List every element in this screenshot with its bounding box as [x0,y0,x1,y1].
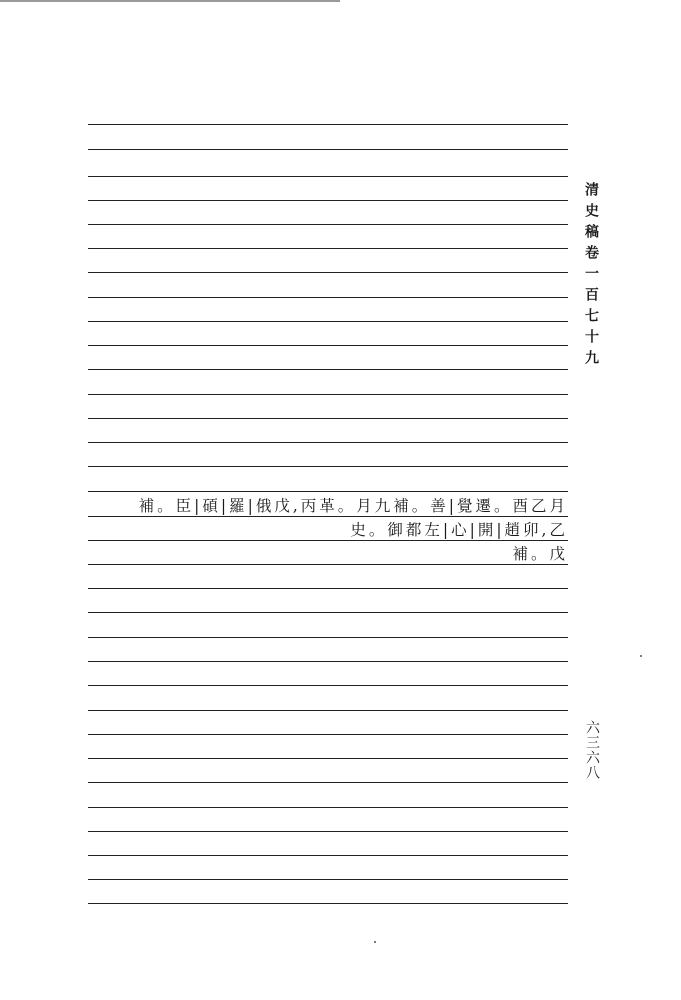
table-rule [88,807,568,808]
table-rule [88,149,568,150]
table-rule [88,297,568,298]
table-rule [88,540,568,541]
table-entry-line: 補。戊 [512,545,568,563]
running-title: 清史稿卷一百七十九 [583,182,599,371]
table-rule [88,879,568,880]
scan-speck [374,941,376,943]
table-rule [88,564,568,565]
table-rule [88,442,568,443]
table-rule [88,176,568,177]
table-rule [88,418,568,419]
table-rule [88,710,568,711]
table-rule [88,903,568,904]
table-rule [88,345,568,346]
table-rule [88,637,568,638]
table-rule [88,394,568,395]
table-rule [88,831,568,832]
table-entry-line: 補。臣|碩|羅|俄戊,丙革。月九補。善|覺遷。酉乙月 [138,497,568,515]
table-rule [88,685,568,686]
table-rule [88,124,568,125]
table-rule [88,369,568,370]
table-rule [88,782,568,783]
table-entry-line: 史。御都左|心|開|趙卯,乙 [350,521,568,539]
table-rule [88,612,568,613]
table-rule [88,321,568,322]
table-rule [88,516,568,517]
table-rule [88,491,568,492]
page-number: 六三六八 [584,720,600,780]
table-rule [88,466,568,467]
table-rule [88,224,568,225]
scan-speck [640,655,642,657]
table-rule [88,734,568,735]
table-rule [88,248,568,249]
table-rule [88,758,568,759]
table-rule [88,200,568,201]
table-rule [88,855,568,856]
table-rule [88,272,568,273]
table-rule [88,588,568,589]
table-rule [88,661,568,662]
